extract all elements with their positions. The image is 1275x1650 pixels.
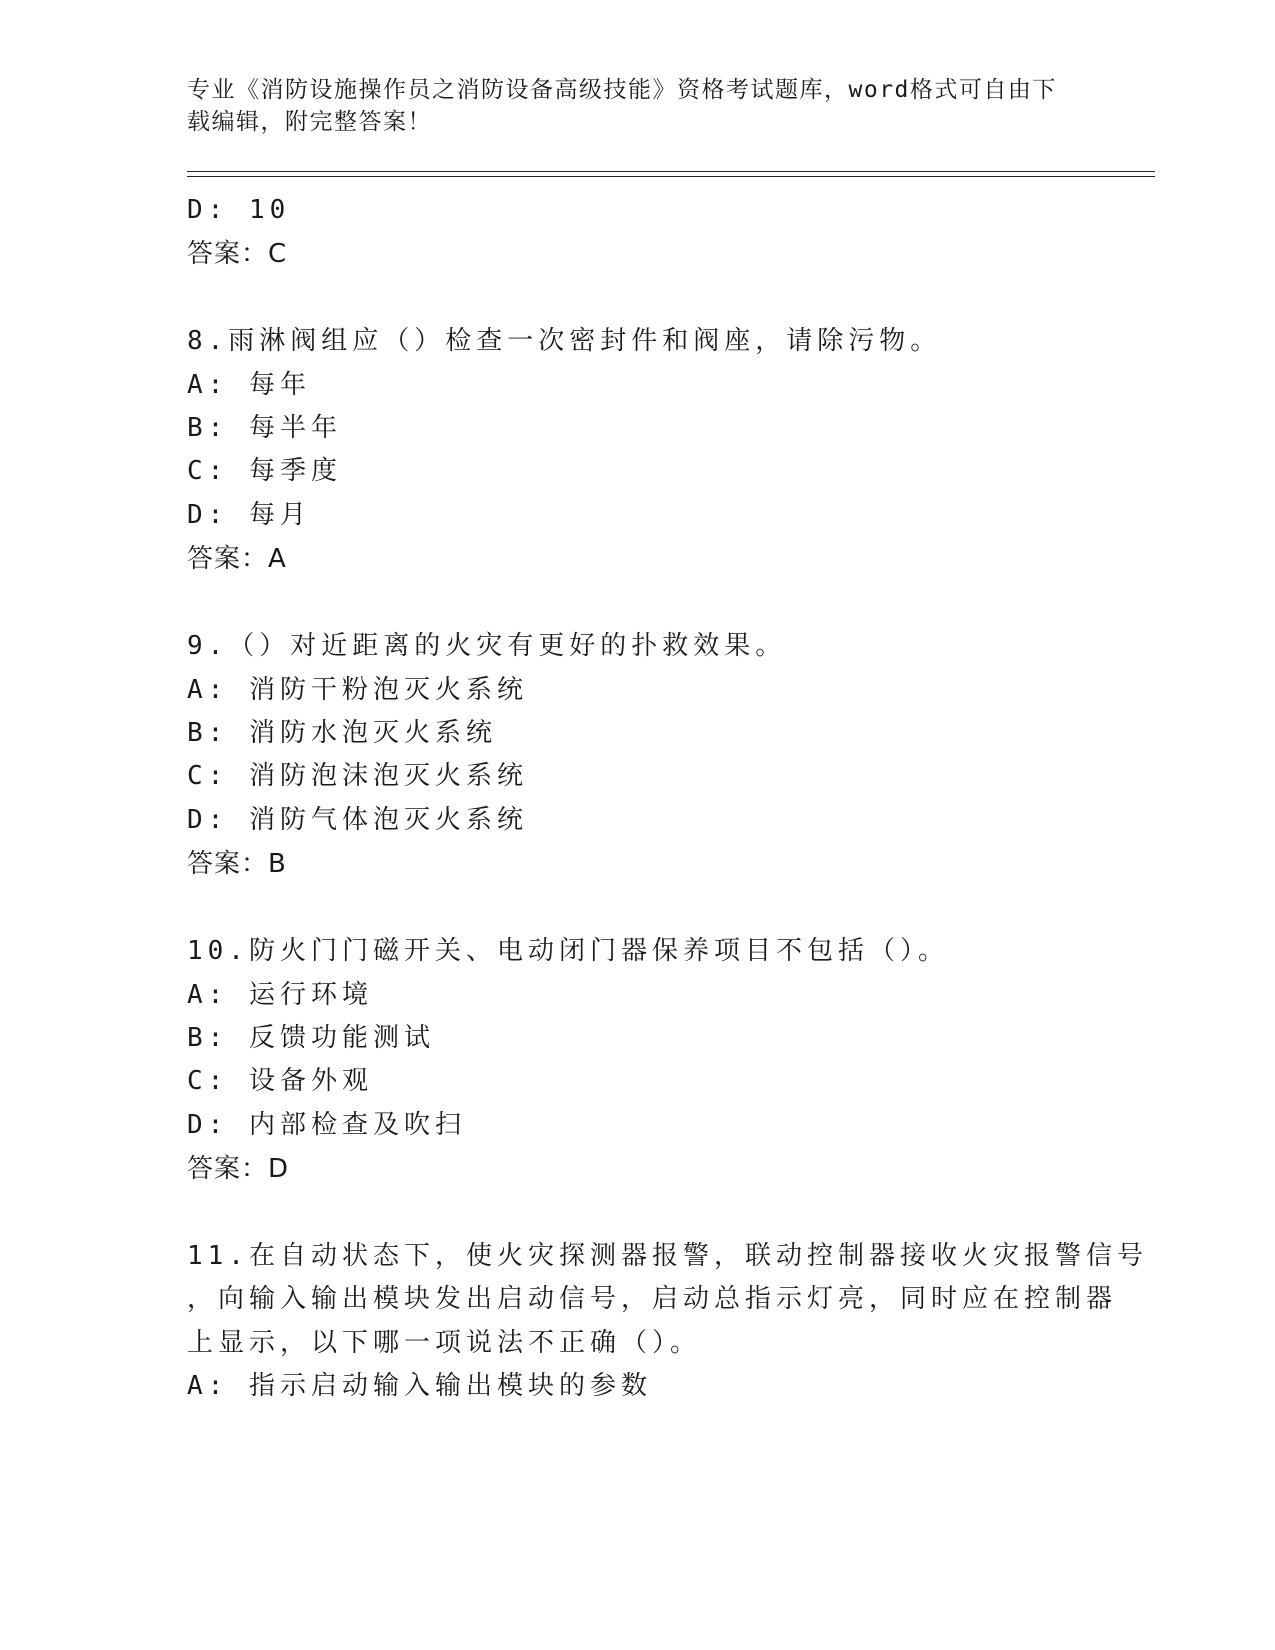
- question-9-option-b: B: 消防水泡灭火系统: [187, 718, 497, 748]
- question-9-option-d: D: 消防气体泡灭火系统: [187, 805, 528, 835]
- prev-option-d: D: 10: [187, 195, 291, 225]
- question-11-stem-line-1: 11.在自动状态下，使火灾探测器报警，联动控制器接收火灾报警信号: [187, 1241, 1148, 1271]
- question-11-option-a: A: 指示启动输入输出模块的参数: [187, 1371, 652, 1401]
- question-10-answer: 答案：D: [187, 1154, 290, 1184]
- question-10-option-d: D: 内部检查及吹扫: [187, 1110, 466, 1140]
- question-9-option-a: A: 消防干粉泡灭火系统: [187, 675, 528, 705]
- question-11-stem-line-2: ，向输入输出模块发出启动信号，启动总指示灯亮，同时应在控制器: [187, 1284, 1118, 1314]
- question-9-option-c: C: 消防泡沫泡灭火系统: [187, 761, 528, 791]
- question-10-option-c: C: 设备外观: [187, 1066, 373, 1096]
- question-9-stem: 9.（）对近距离的火灾有更好的扑救效果。: [187, 631, 787, 661]
- question-8-stem: 8.雨淋阀组应（）检查一次密封件和阀座，请除污物。: [187, 326, 942, 356]
- document-header: [187, 74, 1087, 138]
- header-rule-top: [187, 171, 1155, 172]
- question-9-answer: 答案：B: [187, 849, 287, 879]
- question-11-stem-line-3: 上显示，以下哪一项说法不正确（）。: [187, 1328, 702, 1358]
- question-8-option-a: A: 每年: [187, 370, 311, 400]
- question-10-stem: 10.防火门门磁开关、电动闭门器保养项目不包括（）。: [187, 936, 949, 966]
- question-8-option-c: C: 每季度: [187, 456, 342, 486]
- header-line-2: 载编辑，附完整答案！: [187, 109, 432, 135]
- question-8-option-b: B: 每半年: [187, 413, 342, 443]
- header-line-1: 专业《消防设施操作员之消防设备高级技能》资格考试题库，word格式可自由下: [187, 77, 1057, 103]
- question-10-option-a: A: 运行环境: [187, 980, 373, 1010]
- question-8-answer: 答案：A: [187, 544, 287, 574]
- header-rule-bottom: [187, 176, 1155, 177]
- question-8-option-d: D: 每月: [187, 500, 311, 530]
- prev-answer: 答案：C: [187, 239, 288, 269]
- question-10-option-b: B: 反馈功能测试: [187, 1023, 435, 1053]
